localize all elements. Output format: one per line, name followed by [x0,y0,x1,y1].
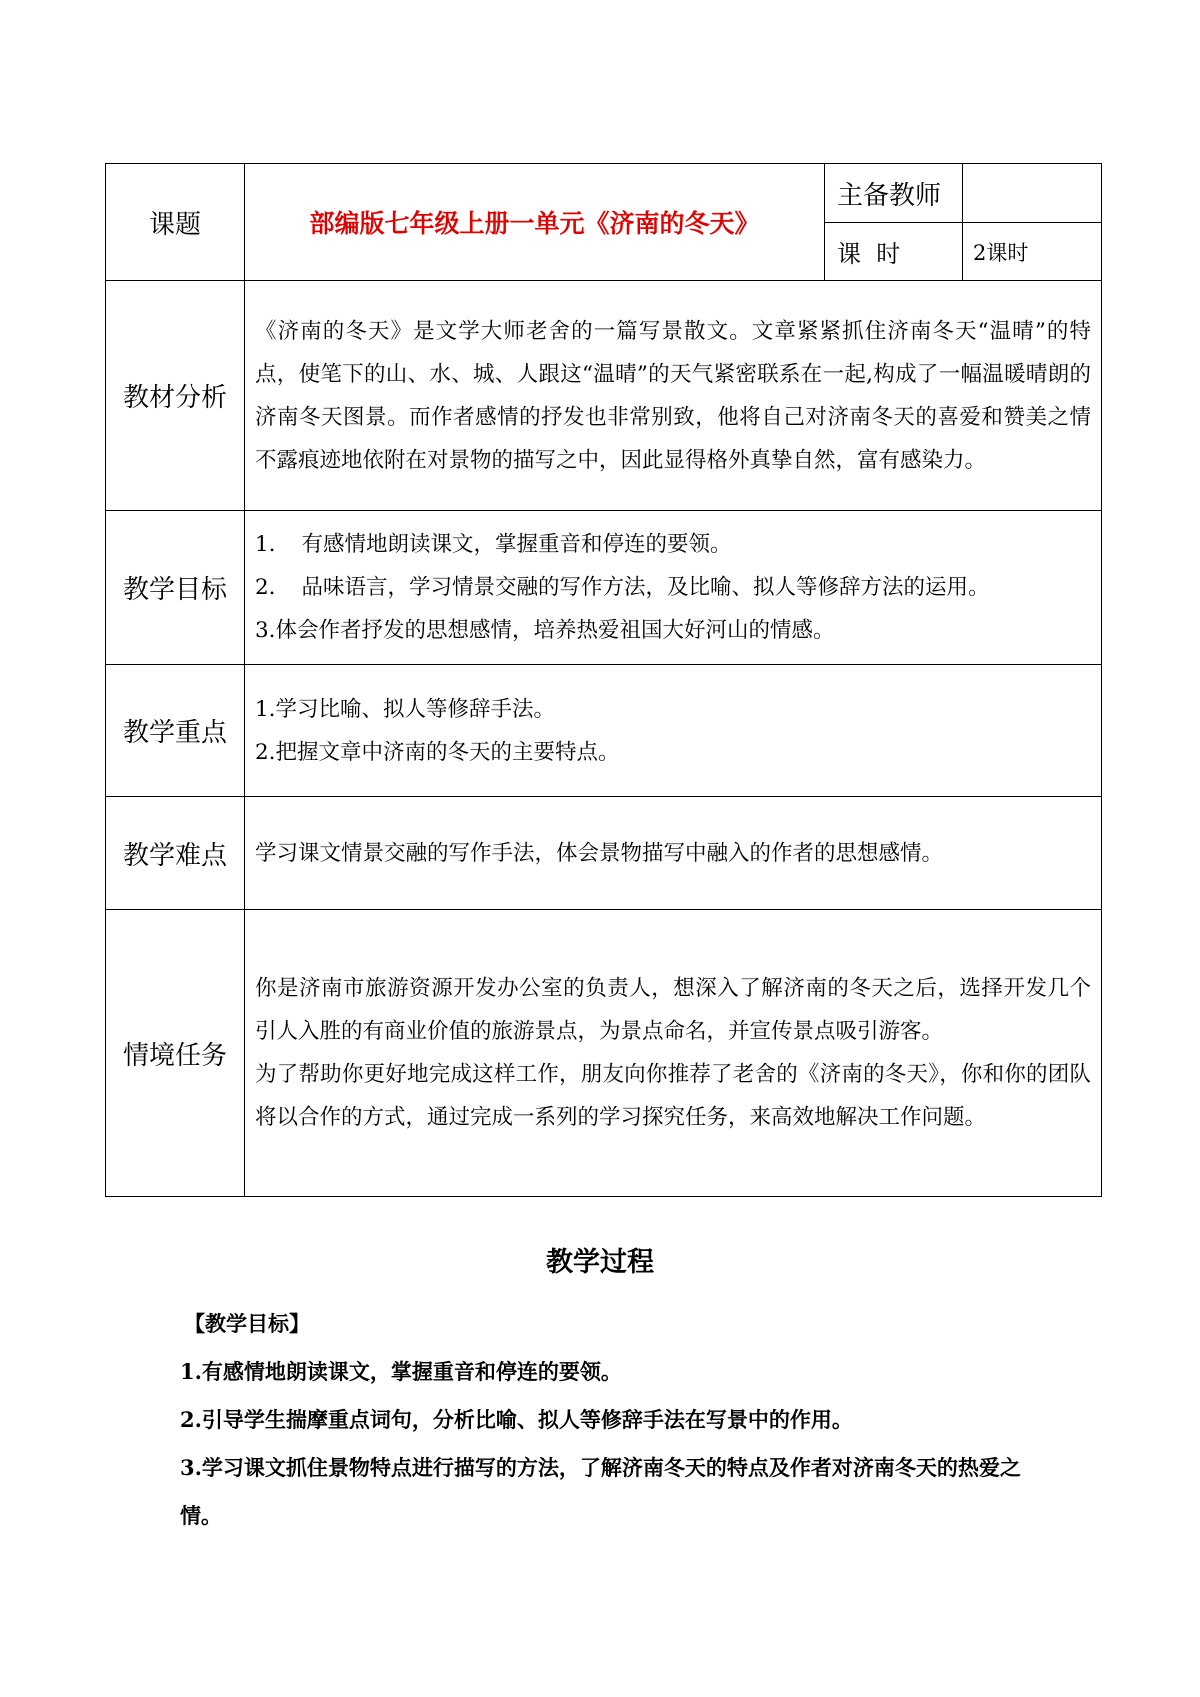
process-item: 1.有感情地朗读课文，掌握重音和停连的要领。 [180,1359,622,1384]
goal-item: 3.体会作者抒发的思想感情，培养热爱祖国大好河山的情感。 [255,618,835,643]
material-content [245,281,1102,511]
key-point-item: 2.把握文章中济南的冬天的主要特点。 [255,739,620,765]
key-points-row [106,665,1102,797]
difficulties-label: 教学难点 [106,797,245,910]
key-point-item: 1.学习比喻、拟人等修辞手法。 [255,696,556,722]
process-item: 3.学习课文抓住景物特点进行描写的方法，了解济南冬天的特点及作者对济南冬天的热爱之情。 [180,1455,1021,1528]
teacher-value [963,164,1102,223]
goals-label: 教学目标 [106,511,245,665]
material-label: 教材分析 [106,281,245,511]
process-body [180,1300,1040,1540]
difficulties-text: 学习课文情景交融的写作手法，体会景物描写中融入的作者的思想感情。 [255,840,944,866]
scenario-content [245,910,1102,1197]
scenario-paragraph: 为了帮助你更好地完成这样工作，朋友向你推荐了老舍的《济南的冬天》，你和你的团队将以合作的方式，通过完成一系列的学习探究任务，来高效地解决工作问题。 [255,1062,1091,1130]
scenario-paragraph: 你是济南市旅游资源开发办公室的负责人，想深入了解济南的冬天之后，选择开发几个引人入胜的有商业价值的旅游景点，为景点命名，并宣传景点吸引游客。 [255,976,1091,1044]
period-label: 课 时 [825,223,963,281]
difficulties-content [245,797,1102,910]
lesson-plan-table [105,163,1102,1197]
process-item: 2.引导学生揣摩重点词句，分析比喻、拟人等修辞手法在写景中的作用。 [180,1407,853,1432]
process-sub-heading: 【教学目标】 [184,1311,310,1336]
scenario-row [106,910,1102,1197]
material-row [106,281,1102,511]
goal-item: 1. 有感情地朗读课文，掌握重音和停连的要领。 [255,532,732,557]
topic-label: 课题 [106,164,245,281]
lesson-title: 部编版七年级上册一单元《济南的冬天》 [245,164,825,281]
period-value: 2课时 [963,223,1102,281]
key-points-label: 教学重点 [106,665,245,797]
goals-row [106,511,1102,665]
material-text: 《济南的冬天》是文学大师老舍的一篇写景散文。文章紧紧抓住济南冬天“温晴”的特点，使笔下的山、水、城、人跟这“温晴”的天气紧密联系在一起,构成了一幅温暖晴朗的济南冬天图景。而作者感情的抒发也非常别致，他将自己对济南冬天的喜爱和赞美之情不露痕迹地依附在对景物的描写之中，因此显得格外真挚自然，富有感染力。 [255,318,1091,473]
key-points-content [245,665,1102,797]
difficulties-row [106,797,1102,910]
header-row [106,164,1102,223]
goals-content [245,511,1102,665]
scenario-label: 情境任务 [106,910,245,1197]
process-heading: 教学过程 [546,1247,654,1278]
goal-item: 2. 品味语言，学习情景交融的写作方法，及比喻、拟人等修辞方法的运用。 [255,575,990,600]
teacher-label: 主备教师 [825,164,963,223]
